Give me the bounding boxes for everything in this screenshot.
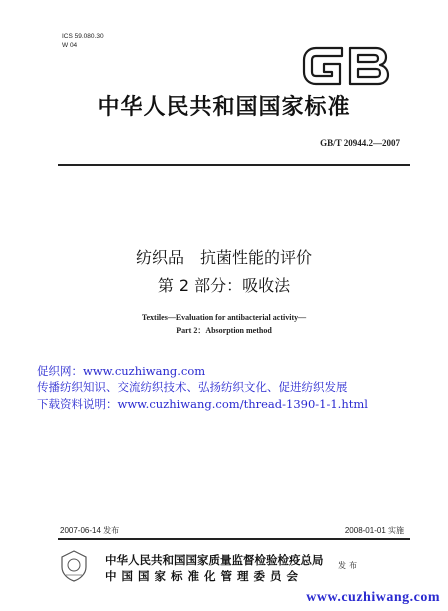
- footer-divider: [58, 538, 410, 540]
- promo-slogan-line: 传播纺织知识、交流纺织技术、弘扬纺织文化、促进纺织发展: [37, 380, 348, 394]
- promo-site-line[interactable]: 促织网：www.cuzhiwang.com: [37, 364, 206, 378]
- standard-number: GB/T 20944.2—2007: [320, 138, 400, 148]
- header-divider: [58, 164, 410, 166]
- ics-code: ICS 59.080.30: [62, 33, 104, 40]
- issuer-line-1: 中华人民共和国国家质量监督检验检疫总局: [105, 553, 324, 567]
- promo-download-link[interactable]: 下载资料说明：www.cuzhiwang.com/thread-1390-1-1.html: [37, 397, 368, 411]
- standard-title: 中华人民共和国国家标准: [97, 94, 351, 120]
- release-label: 发布: [338, 561, 360, 570]
- gb-logo: [300, 42, 392, 90]
- issuer-line-2: 中国国家标准化管理委员会: [105, 569, 303, 583]
- ics-code-block: [62, 32, 104, 50]
- classification-code: W 04: [62, 42, 78, 49]
- chinese-title-line-2: 第 2 部分：吸收法: [157, 276, 291, 295]
- issue-date: 2007-06-14 发布: [60, 526, 120, 535]
- english-title-line-1: Textiles—Evaluation for antibacterial activity—: [141, 313, 307, 322]
- anti-counterfeit-seal: [60, 549, 88, 583]
- implement-date: 2008-01-01 实施: [344, 526, 404, 535]
- watermark-url[interactable]: www.cuzhiwang.com: [306, 590, 440, 605]
- english-title-line-2: Part 2：Absorption method: [176, 326, 272, 335]
- chinese-title-line-1: 纺织品 抗菌性能的评价: [135, 248, 312, 267]
